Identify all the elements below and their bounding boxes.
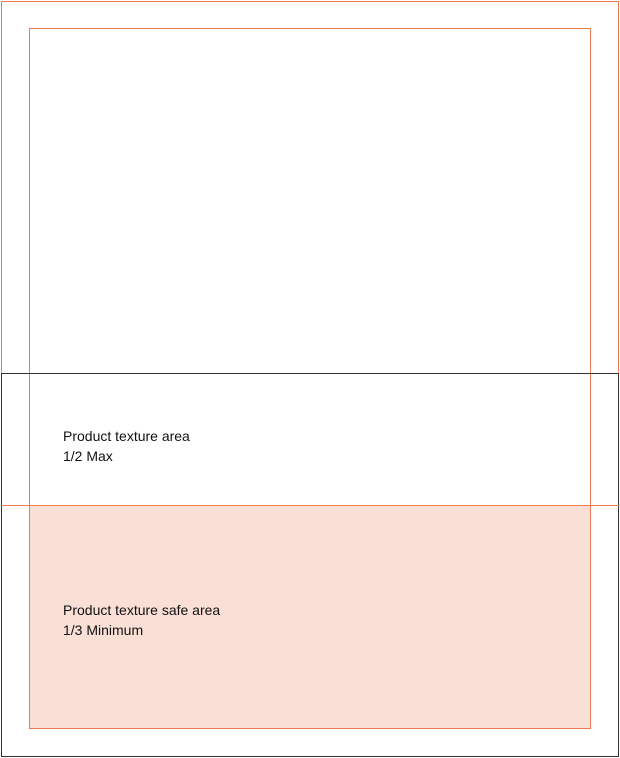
safe-area-boundary [1, 505, 619, 506]
texture-area-label [63, 426, 190, 466]
safe-area-title: Product texture safe area [63, 602, 221, 618]
texture-area-boundary [1, 373, 619, 374]
safe-area-subtitle: 1/3 Minimum [63, 622, 144, 638]
texture-area-subtitle: 1/2 Max [63, 448, 113, 464]
safe-area-label [63, 600, 220, 640]
texture-area-title: Product texture area [63, 428, 190, 444]
